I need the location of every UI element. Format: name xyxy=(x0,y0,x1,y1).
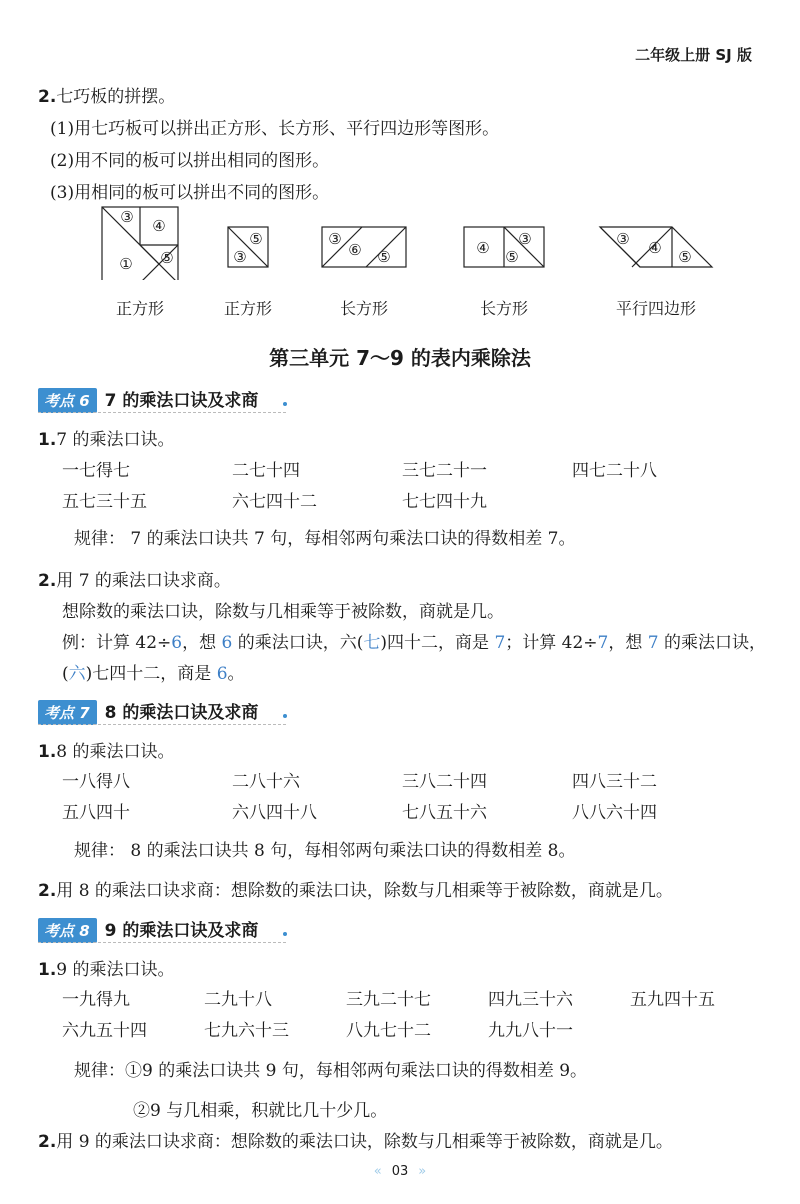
piece-number: ③ xyxy=(616,230,630,248)
shape-label: 长方形 xyxy=(479,299,528,318)
table-cell: 一七得七 xyxy=(62,461,130,481)
section-badge: 考点 8 xyxy=(38,918,97,943)
item-text: 用 9 的乘法口诀求商：想除数的乘法口诀，除数与几相乘等于被除数，商就是几。 xyxy=(56,1132,673,1152)
section-heading xyxy=(38,698,258,725)
section-title: 7 的乘法口诀及求商 xyxy=(104,391,259,411)
rule-text: 规律：①9 的乘法口诀共 9 句，每相邻两句乘法口诀的得数相差 9。 xyxy=(74,1061,588,1081)
item-number: 2. xyxy=(38,1132,57,1152)
table-cell: 二七十四 xyxy=(232,461,300,481)
piece-number: ⑤ xyxy=(678,248,692,266)
list-item xyxy=(38,1127,673,1152)
table-cell: 二八十六 xyxy=(232,772,300,792)
list-item xyxy=(38,737,175,762)
piece-number: ① xyxy=(119,255,133,273)
unit-title: 第三单元 7～9 的表内乘除法 xyxy=(269,346,531,370)
item-number: 2. xyxy=(38,571,57,591)
page-number: 03 xyxy=(391,1164,409,1179)
table-cell: 三九二十七 xyxy=(346,990,431,1010)
table-cell: 八八六十四 xyxy=(572,803,657,823)
shape-label: 平行四边形 xyxy=(615,299,696,318)
table-cell: 五八四十 xyxy=(62,803,130,823)
table-cell: 七九六十三 xyxy=(204,1021,289,1041)
item-text: 8 的乘法口诀。 xyxy=(56,742,175,762)
section-heading xyxy=(38,386,258,413)
section-title: 9 的乘法口诀及求商 xyxy=(104,921,259,941)
list-item xyxy=(38,425,175,450)
chevron-left-icon: « xyxy=(373,1164,382,1179)
piece-number: ⑤ xyxy=(377,248,391,266)
tangram-point-1: (1)用七巧板可以拼出正方形、长方形、平行四边形等图形。 xyxy=(50,119,500,139)
page-footer xyxy=(0,1164,800,1179)
tangram-heading xyxy=(38,82,175,107)
table-cell: 一九得九 xyxy=(62,990,130,1010)
piece-number: ⑤ xyxy=(249,230,263,248)
table-cell: 一八得八 xyxy=(62,772,130,792)
table-cell: 五九四十五 xyxy=(630,990,715,1010)
table-cell: 八九七十二 xyxy=(346,1021,431,1041)
table-cell: 五七三十五 xyxy=(62,492,147,512)
divider xyxy=(38,942,286,943)
section-badge: 考点 6 xyxy=(38,388,97,413)
item-number: 1. xyxy=(38,430,57,450)
rule-text: 规律： 8 的乘法口诀共 8 句，每相邻两句乘法口诀的得数相差 8。 xyxy=(74,841,576,861)
divider xyxy=(38,412,286,413)
piece-number: ⑤ xyxy=(505,248,519,266)
table-cell: 六九五十四 xyxy=(62,1021,147,1041)
tangram-point-3: (3)用相同的板可以拼出不同的图形。 xyxy=(50,183,330,203)
table-cell: 六七四十二 xyxy=(232,492,317,512)
divider-dot xyxy=(283,932,287,936)
section-badge: 考点 7 xyxy=(38,700,97,725)
table-cell: 七八五十六 xyxy=(402,803,487,823)
table-cell: 九九八十一 xyxy=(488,1021,573,1041)
shape-label: 长方形 xyxy=(339,299,388,318)
rule-text: ②9 与几相乘，积就比几十少几。 xyxy=(133,1101,388,1121)
table-cell: 四七二十八 xyxy=(572,461,657,481)
book-header: 二年级上册 SJ 版 xyxy=(635,46,752,64)
item-text: 用 7 的乘法口诀求商。 xyxy=(56,571,231,591)
section-heading xyxy=(38,916,258,943)
item-text: 7 的乘法口诀。 xyxy=(56,430,175,450)
piece-number: ④ xyxy=(152,217,166,235)
piece-number: ⑤ xyxy=(160,249,174,267)
example-line-1: 例：计算 42÷6，想 6 的乘法口诀，六(七)四十二，商是 7；计算 42÷7，想 7 的乘法口诀， xyxy=(62,633,767,653)
item-number: 2. xyxy=(38,881,57,901)
item-text: 9 的乘法口诀。 xyxy=(56,960,175,980)
divider-dot xyxy=(283,402,287,406)
shape-label: 正方形 xyxy=(223,299,272,318)
piece-number: ③ xyxy=(120,208,134,226)
method-text: 想除数的乘法口诀，除数与几相乘等于被除数，商就是几。 xyxy=(62,602,504,622)
table-cell: 二九十八 xyxy=(204,990,272,1010)
piece-number: ③ xyxy=(233,248,247,266)
rule-text: 规律： 7 的乘法口诀共 7 句，每相邻两句乘法口诀的得数相差 7。 xyxy=(74,529,576,549)
section-title: 8 的乘法口诀及求商 xyxy=(104,703,259,723)
table-cell: 四九三十六 xyxy=(488,990,573,1010)
piece-number: ③ xyxy=(328,230,342,248)
table-cell: 四八三十二 xyxy=(572,772,657,792)
table-cell: 六八四十八 xyxy=(232,803,317,823)
list-item xyxy=(38,955,175,980)
divider-dot xyxy=(283,714,287,718)
shape-label: 正方形 xyxy=(115,299,164,318)
tangram-figures xyxy=(0,200,800,280)
table-cell: 七七四十九 xyxy=(402,492,487,512)
table-cell: 三八二十四 xyxy=(402,772,487,792)
list-item xyxy=(38,566,231,591)
chevron-right-icon: » xyxy=(418,1164,427,1179)
piece-number: ④ xyxy=(476,239,490,257)
tangram-figure-square-1 xyxy=(102,207,178,280)
item-text: 用 8 的乘法口诀求商：想除数的乘法口诀，除数与几相乘等于被除数，商就是几。 xyxy=(56,881,673,901)
example-line-2: (六)七四十二，商是 6。 xyxy=(62,664,245,684)
piece-number: ④ xyxy=(648,239,662,257)
divider xyxy=(38,724,286,725)
tangram-point-2: (2)用不同的板可以拼出相同的图形。 xyxy=(50,151,330,171)
item-number: 1. xyxy=(38,742,57,762)
piece-number: ③ xyxy=(518,230,532,248)
item-text: 七巧板的拼摆。 xyxy=(56,87,176,107)
table-cell: 三七二十一 xyxy=(402,461,487,481)
list-item xyxy=(38,876,673,901)
piece-number: ⑥ xyxy=(348,241,362,259)
item-number: 2. xyxy=(38,87,57,107)
item-number: 1. xyxy=(38,960,57,980)
